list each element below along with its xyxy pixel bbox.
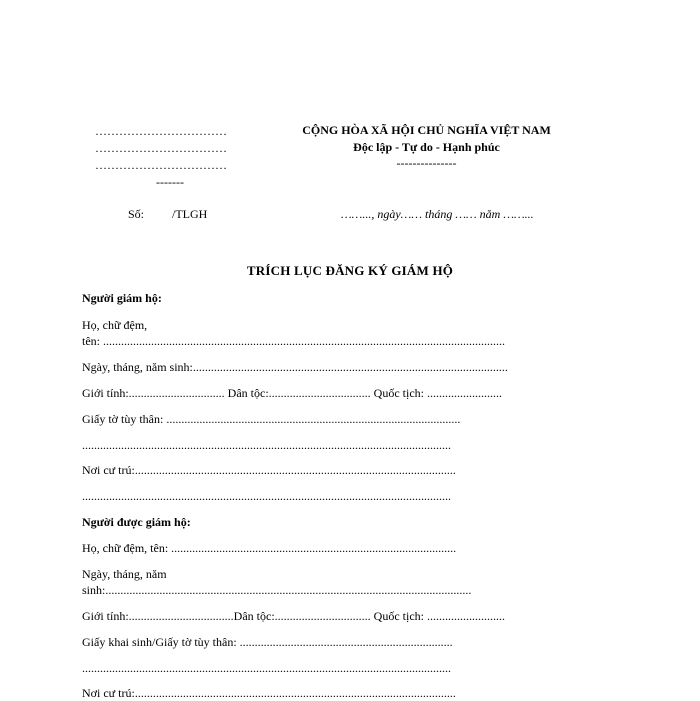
guardian-dob-field: Ngày, tháng, năm sinh:.........................................................................................................	[82, 360, 508, 374]
ward-heading: Người được giám hộ:	[82, 515, 191, 529]
guardian-residence-continuation: ...........................................................................................................................	[82, 489, 451, 503]
agency-dash: -------	[156, 175, 184, 189]
guardian-name-label: Họ, chữ đệm,	[82, 318, 148, 332]
guardian-name-field: tên: ......................................................................................................................................	[82, 334, 505, 348]
ward-sex-ethnicity-nationality: Giới tính:...................................Dân tộc:................................ Quốc tịch: ..........................	[82, 609, 505, 623]
ward-birth-certificate-continuation: ...........................................................................................................................	[82, 661, 451, 675]
number-label: Số:	[128, 207, 145, 221]
ward-residence-field: Nơi cư trú:...........................................................................................................	[82, 686, 456, 700]
country-name: CỘNG HÒA XÃ HỘI CHỦ NGHĨA VIỆT NAM	[302, 123, 551, 137]
guardian-id-document-field: Giấy tờ tùy thân: ..................................................................................................	[82, 412, 461, 426]
agency-line-3: ……………………………	[95, 158, 227, 172]
document-title: TRÍCH LỤC ĐĂNG KÝ GIÁM HỘ	[246, 263, 454, 278]
guardian-heading: Người giám hộ:	[82, 291, 162, 305]
agency-line-1: ……………………………	[95, 124, 227, 138]
place-date-line: ……..., ngày…… tháng …… năm ……...	[341, 207, 534, 221]
agency-line-2: ……………………………	[95, 141, 227, 155]
ward-dob-label: Ngày, tháng, năm	[82, 567, 167, 581]
guardian-id-document-continuation: ...........................................................................................................................	[82, 438, 451, 452]
guardian-sex-ethnicity-nationality: Giới tính:................................ Dân tộc:.................................. Quốc tịch: .........................	[82, 386, 502, 400]
ward-name-field: Họ, chữ đệm, tên: ...............................................................................................	[82, 541, 457, 555]
guardian-residence-field: Nơi cư trú:...........................................................................................................	[82, 463, 456, 477]
motto: Độc lập - Tự do - Hạnh phúc	[353, 140, 500, 154]
number-suffix: /TLGH	[172, 207, 208, 221]
ward-dob-field: sinh:..........................................................................................................................	[82, 583, 472, 597]
ward-birth-certificate-field: Giấy khai sinh/Giấy tờ tùy thân: .......................................................................	[82, 635, 453, 649]
motto-dash: ---------------	[396, 156, 457, 170]
